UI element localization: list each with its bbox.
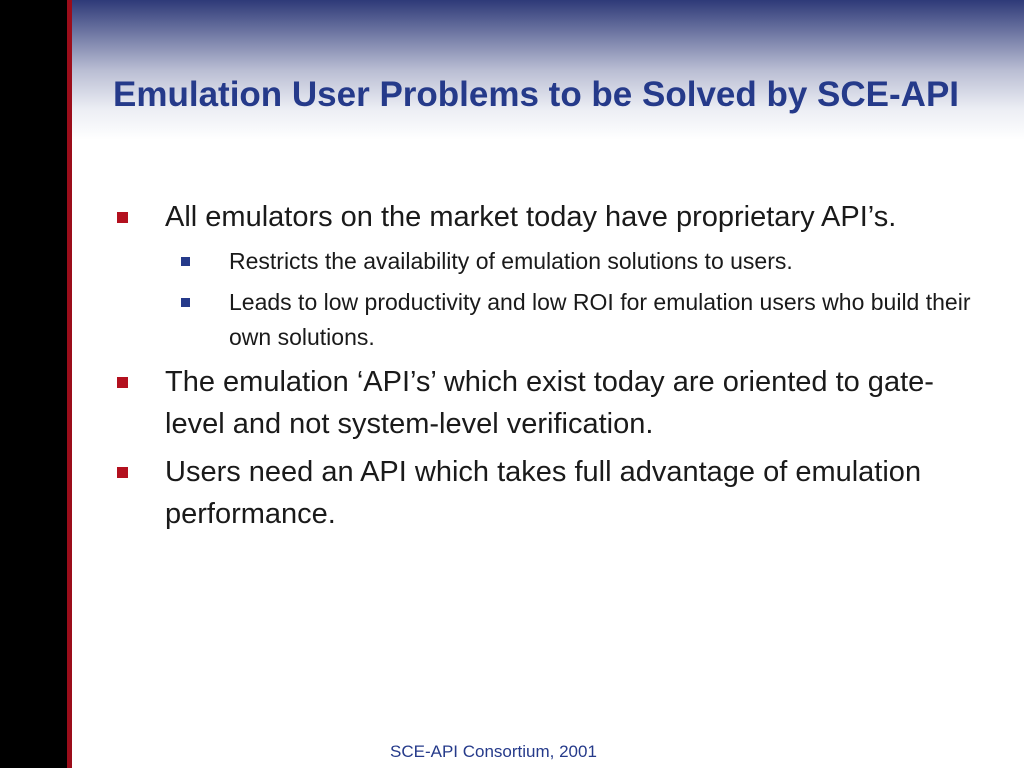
- square-bullet-icon: [181, 298, 190, 307]
- header-gradient: [72, 0, 1024, 140]
- sub-bullet-text: Leads to low productivity and low ROI for emulation users who build their own solutions.: [229, 289, 971, 350]
- bullet-item: [113, 361, 973, 445]
- footer-text: SCE-API Consortium, 2001: [390, 742, 597, 761]
- bullet-text: All emulators on the market today have proprietary API’s.: [165, 201, 897, 233]
- slide-title: Emulation User Problems to be Solved by SCE-API: [113, 75, 960, 114]
- bullet-item: [113, 451, 973, 535]
- square-bullet-icon: [117, 212, 128, 223]
- bullet-item: [113, 196, 973, 238]
- sub-bullet-text: Restricts the availability of emulation solutions to users.: [229, 248, 793, 274]
- bullet-list: [113, 196, 973, 541]
- bullet-text: Users need an API which takes full advantage of emulation performance.: [165, 456, 922, 530]
- square-bullet-icon: [181, 257, 190, 266]
- sub-bullet-item: [113, 285, 973, 355]
- square-bullet-icon: [117, 467, 128, 478]
- bullet-text: The emulation ‘API’s’ which exist today are oriented to gate-level and not system-level verification.: [165, 366, 934, 440]
- left-black-bar: [0, 0, 67, 768]
- sub-bullet-item: [113, 244, 973, 279]
- square-bullet-icon: [117, 377, 128, 388]
